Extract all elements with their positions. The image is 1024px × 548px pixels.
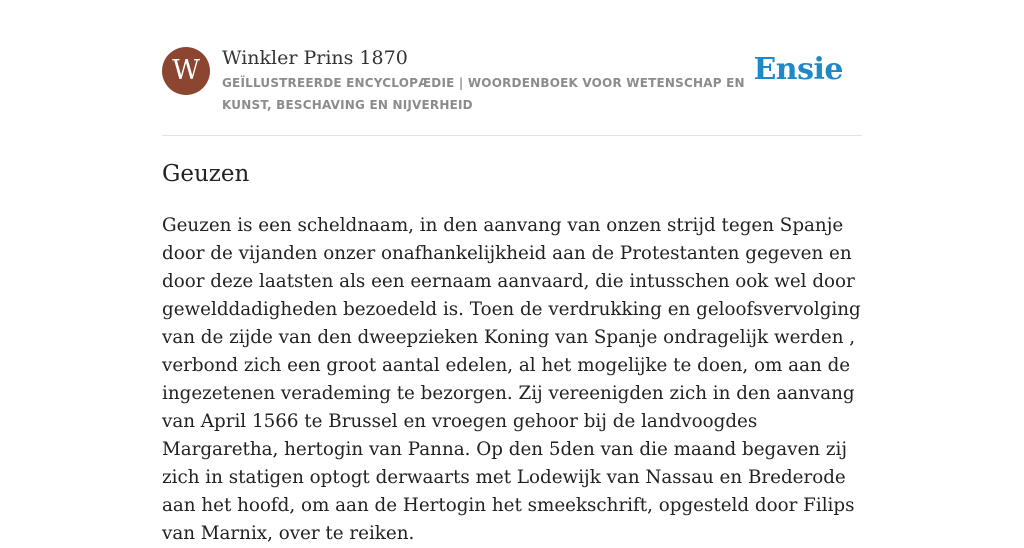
ensie-logo[interactable]: Ensie xyxy=(753,52,843,87)
source-avatar[interactable]: W xyxy=(162,47,210,95)
entry-body: Geuzen is een scheldnaam, in den aanvang van onzen strijd tegen Spanje door de vijanden onzer onafhankelijkheid aan de Protestanten gegeven en door deze laatsten als een eernaam aanvaard, die intusschen ook wel door gewelddadigheden bezoedeld is. Toen de verdrukking en geloofsvervolging van de zijde van den dweepzieken Koning van Spanje ondragelijk werden , verbond zich een groot aantal edelen, al het mogelijke te doen, om aan de ingezetenen verademing te bezorgen. Zij vereenigden zich in den aanvang van April 1566 te Brussel en vroegen gehoor bij de landvoogdes Margaretha, hertogin van Panna. Op den 5den van die maand begaven zij zich in statigen optogt derwaarts met Lodewijk van Nassau en Brederode aan het hoofd, om aan de Hertogin het smeekschrift, opgesteld door Filips van Marnix, over te reiken. xyxy=(162,215,861,544)
header-divider xyxy=(162,135,862,136)
source-subtitle: GEÏLLUSTREERDE ENCYCLOPÆDIE | WOORDENBOEK VOOR WETENSCHAP EN KUNST, BESCHAVING EN NIJVERHEID xyxy=(222,76,745,112)
source-title[interactable]: Winkler Prins 1870 xyxy=(222,47,408,69)
source-info xyxy=(222,45,762,116)
entry-title: Geuzen xyxy=(162,161,250,187)
source-header xyxy=(162,44,862,134)
